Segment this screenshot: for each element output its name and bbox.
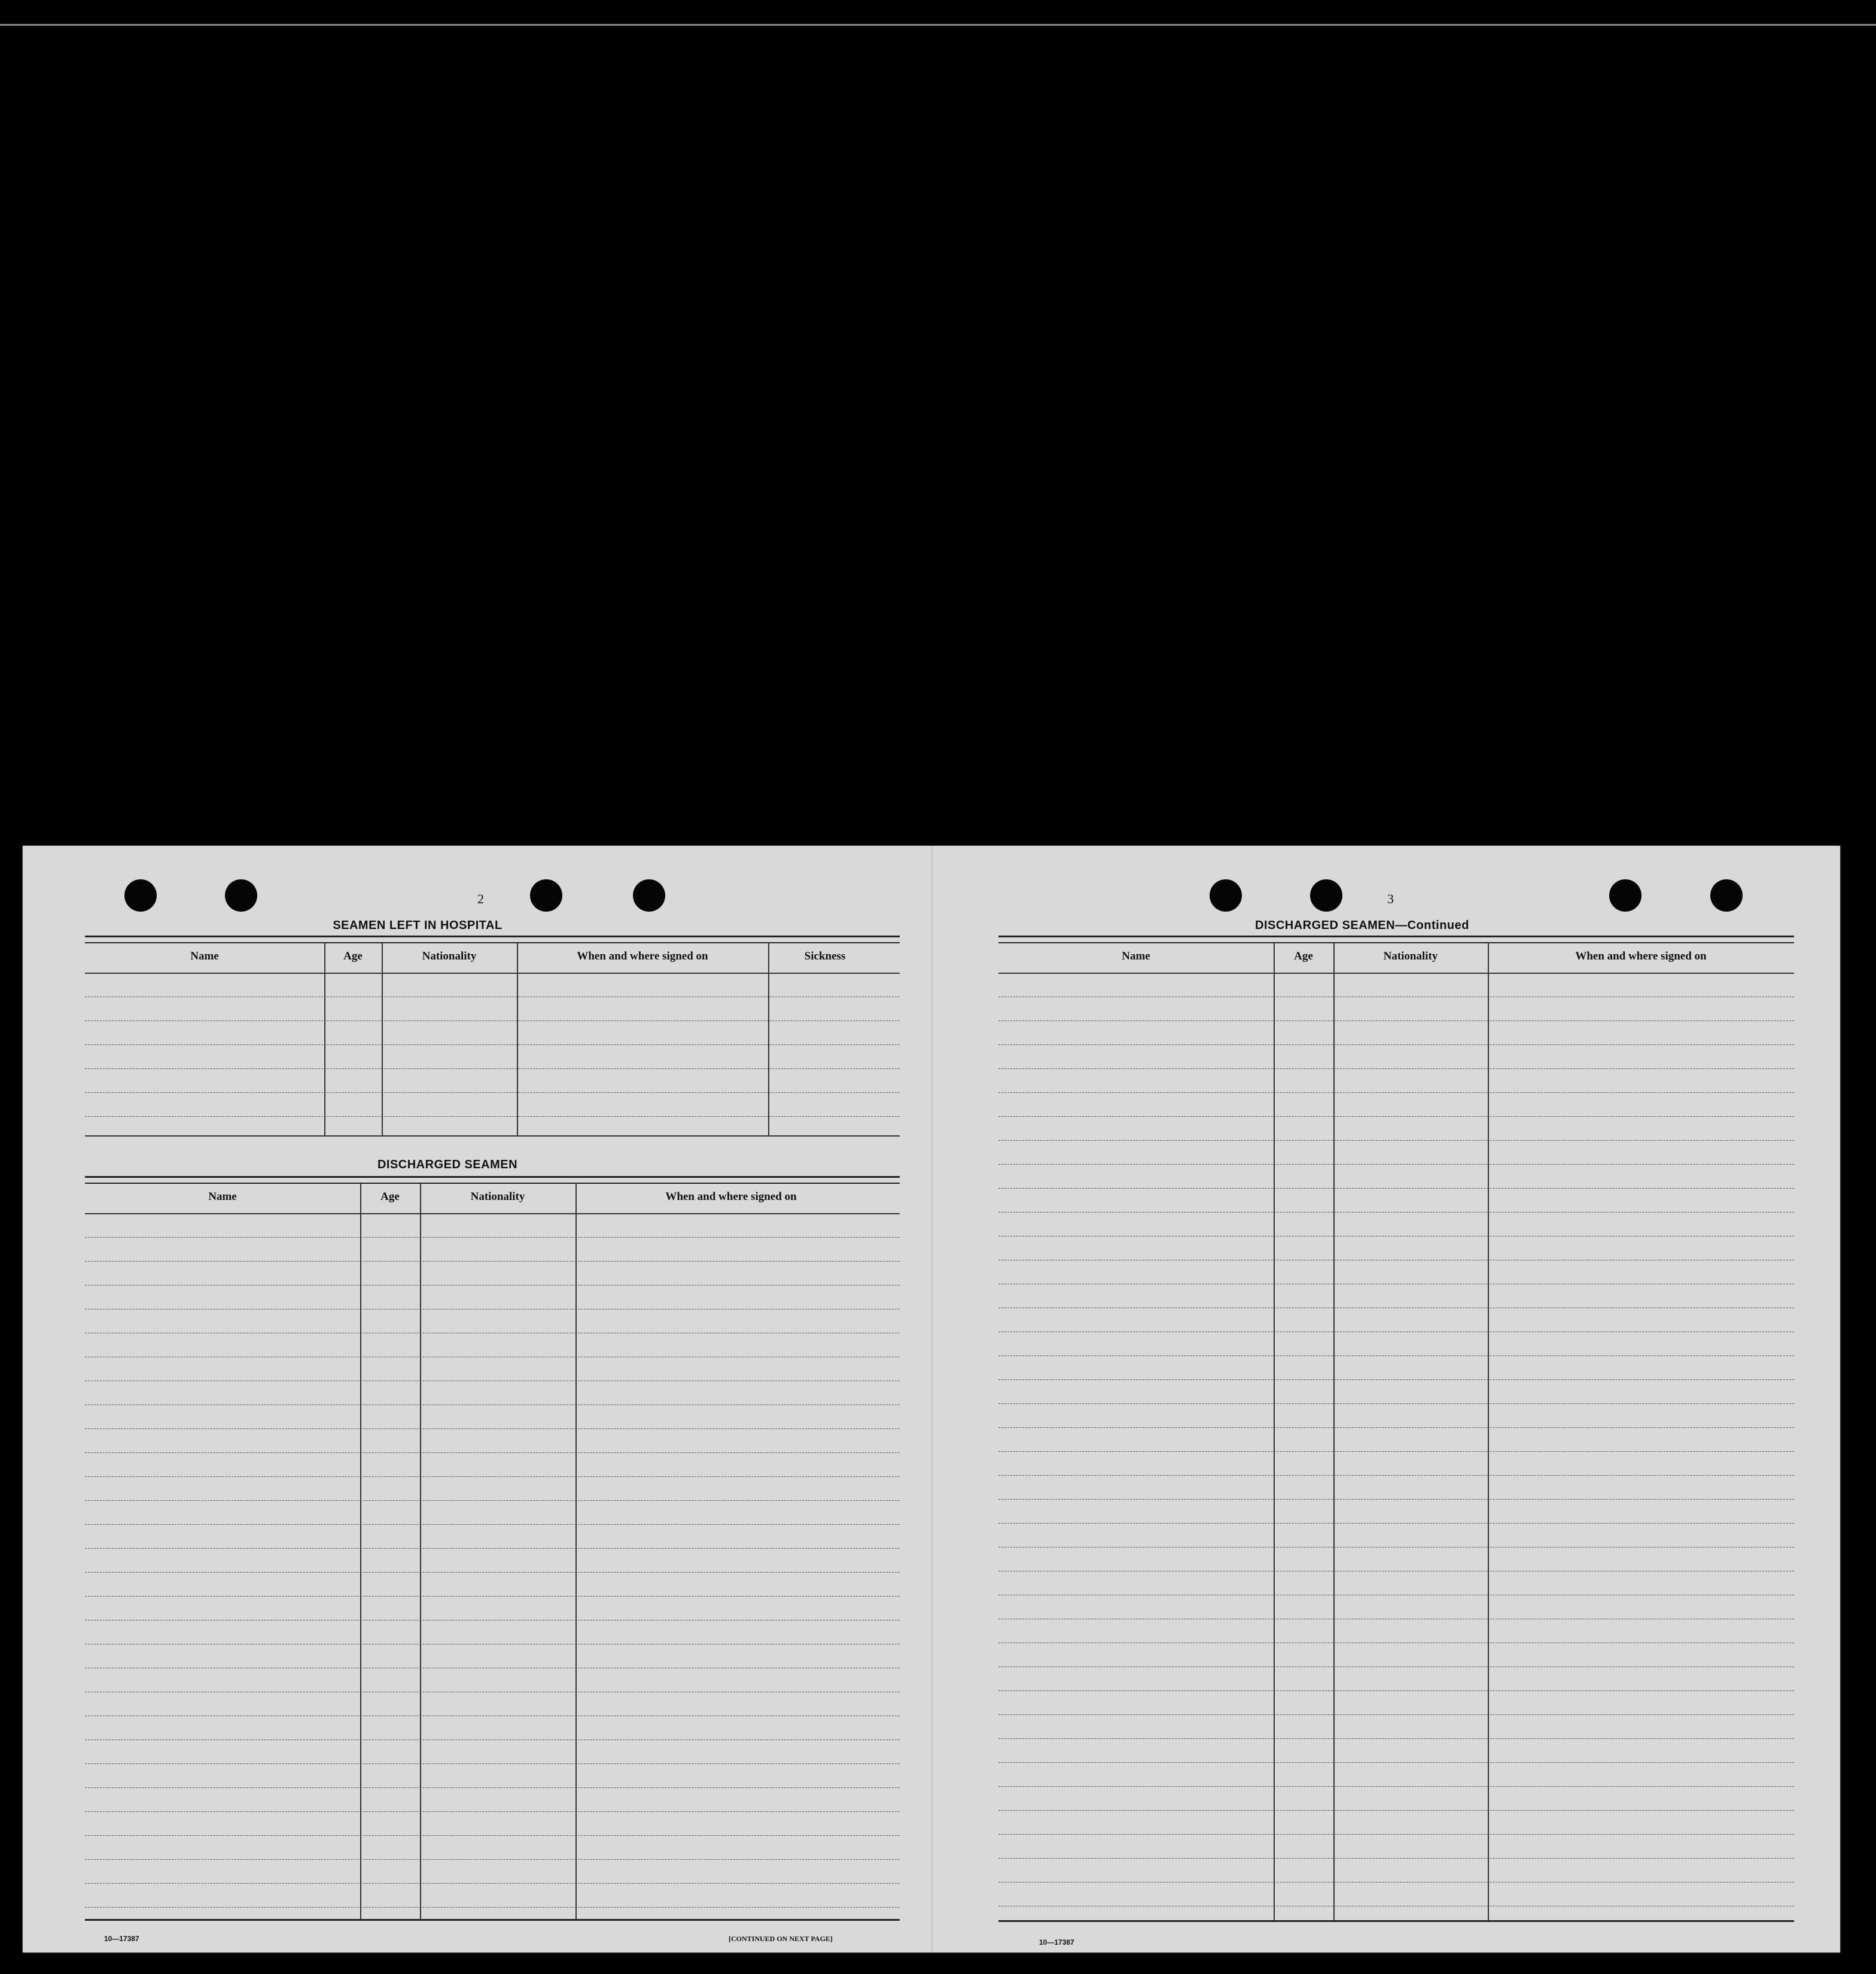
section-title-suffix: —Continued bbox=[1395, 919, 1469, 932]
row-line bbox=[998, 1451, 1794, 1452]
col-header-age: Age bbox=[380, 1190, 400, 1203]
col-header-nationality: Nationality bbox=[1383, 950, 1438, 962]
row-line bbox=[998, 1499, 1794, 1500]
row-line bbox=[85, 1907, 900, 1908]
punch-hole bbox=[1609, 879, 1642, 912]
row-line bbox=[85, 1763, 900, 1764]
discharged-section-title: DISCHARGED SEAMEN bbox=[377, 1158, 518, 1171]
row-line bbox=[998, 1020, 1794, 1021]
row-line bbox=[85, 1261, 900, 1262]
row-line bbox=[85, 1883, 900, 1884]
col-header-name: Name bbox=[1122, 950, 1150, 962]
row-line bbox=[998, 1738, 1794, 1739]
row-line bbox=[85, 1116, 900, 1117]
row-line bbox=[998, 1810, 1794, 1811]
col-header-signed-on: When and where signed on bbox=[665, 1190, 797, 1203]
row-line bbox=[998, 1116, 1794, 1117]
row-line bbox=[998, 1092, 1794, 1093]
header-underline bbox=[85, 973, 900, 974]
row-line bbox=[85, 1428, 900, 1429]
col-header-nationality: Nationality bbox=[422, 950, 477, 962]
row-line bbox=[85, 1500, 900, 1501]
header-underline bbox=[85, 1213, 900, 1214]
discharged-table bbox=[85, 1176, 900, 1931]
row-line bbox=[85, 1548, 900, 1549]
col-header-signed-on: When and where signed on bbox=[577, 950, 708, 962]
row-line bbox=[998, 1044, 1794, 1045]
row-line bbox=[85, 1092, 900, 1093]
row-line bbox=[998, 1188, 1794, 1189]
column-divider bbox=[360, 1183, 361, 1919]
hospital-section-title: SEAMEN LEFT IN HOSPITAL bbox=[333, 919, 502, 932]
col-header-name: Name bbox=[208, 1190, 237, 1203]
row-line bbox=[998, 1427, 1794, 1428]
row-line bbox=[998, 1714, 1794, 1715]
col-header-sickness: Sickness bbox=[804, 950, 846, 962]
row-line bbox=[85, 1787, 900, 1788]
column-divider bbox=[575, 1183, 577, 1919]
row-line bbox=[85, 1476, 900, 1477]
page-number: 3 bbox=[1387, 891, 1394, 906]
row-line bbox=[998, 1403, 1794, 1404]
row-line bbox=[85, 1524, 900, 1525]
row-line bbox=[998, 1379, 1794, 1380]
col-header-nationality: Nationality bbox=[470, 1190, 525, 1203]
column-divider bbox=[324, 943, 325, 1135]
row-line bbox=[998, 1762, 1794, 1763]
row-line bbox=[998, 1523, 1794, 1524]
punch-hole bbox=[124, 879, 157, 912]
discharged-continued-title bbox=[1195, 919, 1530, 933]
punch-hole bbox=[1710, 879, 1743, 912]
row-line bbox=[998, 1786, 1794, 1787]
row-line bbox=[998, 1858, 1794, 1859]
punch-hole bbox=[225, 879, 257, 912]
top-border-line bbox=[0, 24, 1876, 26]
row-line bbox=[85, 1596, 900, 1597]
form-number: 10—17387 bbox=[104, 1935, 139, 1943]
col-header-signed-on: When and where signed on bbox=[1575, 950, 1707, 962]
page-number: 2 bbox=[477, 891, 484, 906]
row-line bbox=[998, 1068, 1794, 1069]
right-page bbox=[931, 846, 1840, 1952]
hospital-table bbox=[85, 936, 900, 1150]
discharged-continued-table bbox=[998, 936, 1794, 1931]
punch-hole bbox=[1210, 879, 1242, 912]
row-line bbox=[85, 1835, 900, 1836]
column-divider bbox=[382, 943, 383, 1135]
row-line bbox=[998, 1834, 1794, 1835]
punch-hole bbox=[633, 879, 665, 912]
table-top-rule bbox=[998, 936, 1794, 943]
col-header-name: Name bbox=[190, 950, 219, 962]
column-divider bbox=[517, 943, 518, 1135]
table-top-rule bbox=[85, 1176, 900, 1184]
table-top-rule bbox=[85, 936, 900, 943]
header-underline bbox=[998, 973, 1794, 974]
column-divider bbox=[420, 1183, 421, 1919]
row-line bbox=[85, 1572, 900, 1573]
table-bottom-rule bbox=[85, 1135, 900, 1137]
col-header-age: Age bbox=[1294, 950, 1313, 962]
row-line bbox=[85, 1811, 900, 1812]
form-number: 10—17387 bbox=[1039, 1938, 1074, 1946]
left-page bbox=[23, 846, 931, 1952]
row-line bbox=[998, 1212, 1794, 1213]
row-line bbox=[85, 1237, 900, 1238]
row-line bbox=[85, 1452, 900, 1453]
column-divider bbox=[1333, 943, 1335, 1920]
row-line bbox=[85, 1068, 900, 1069]
row-line bbox=[998, 1690, 1794, 1691]
form-sheet bbox=[23, 846, 1840, 1952]
table-bottom-rule bbox=[85, 1919, 900, 1921]
row-line bbox=[85, 1044, 900, 1045]
column-divider bbox=[1274, 943, 1275, 1920]
row-line bbox=[998, 1475, 1794, 1476]
row-line bbox=[998, 1164, 1794, 1165]
col-header-age: Age bbox=[343, 950, 363, 962]
row-line bbox=[85, 1859, 900, 1860]
row-line bbox=[998, 1355, 1794, 1356]
punch-hole bbox=[530, 879, 562, 912]
section-title-text: DISCHARGED SEAMEN bbox=[1255, 919, 1396, 932]
continued-note: [CONTINUED ON NEXT PAGE] bbox=[729, 1935, 833, 1943]
row-line bbox=[85, 1020, 900, 1021]
punch-hole bbox=[1310, 879, 1342, 912]
row-line bbox=[998, 1140, 1794, 1141]
column-divider bbox=[768, 943, 769, 1135]
table-bottom-rule bbox=[998, 1920, 1794, 1922]
column-divider bbox=[1488, 943, 1489, 1920]
